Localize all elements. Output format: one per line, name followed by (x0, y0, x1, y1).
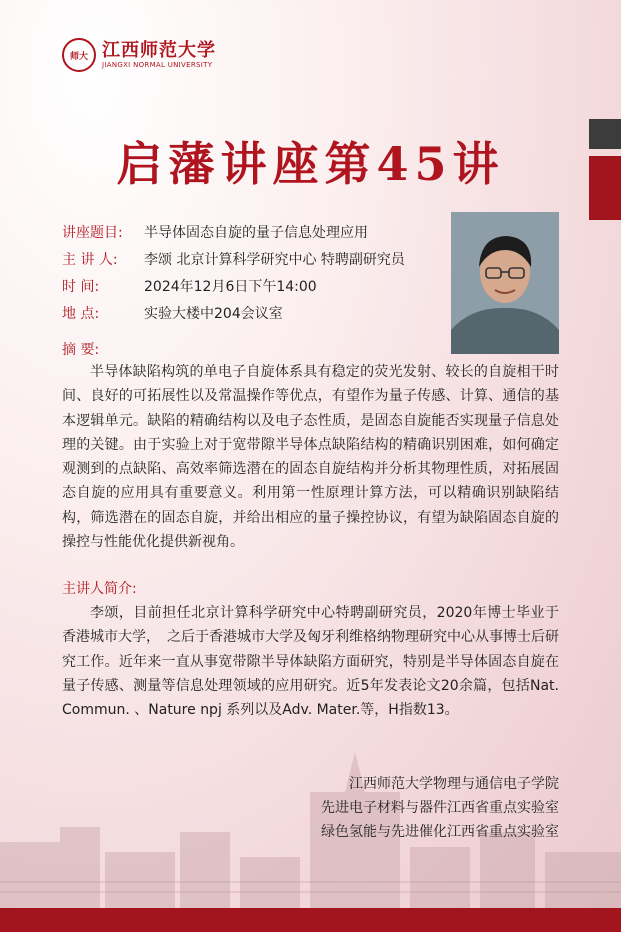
university-seal-icon: 师大 (62, 38, 96, 72)
bottom-bar (0, 908, 621, 932)
organizers (321, 772, 559, 844)
bio-text: 李颂，目前担任北京计算科学研究中心特聘副研究员，2020年博士毕业于香港城市大学， 之后于香港城市大学及匈牙利维格纳物理研究中心从事博士后研究工作。近年来一直从事宽带隙半导体缺陷方面研究，特别是半导体固态自旋在量子传感、测量等信息处理领域的应用研究。近5年发表论文20余篇，包括Nat. Commun. 、Nature npj 系列以及Adv. Mater.等，H指数13。 (62, 605, 559, 719)
bio-label: 主讲人简介: (62, 581, 137, 597)
info-topic: 讲座题目: 半导体固态自旋的量子信息处理应用 (62, 225, 368, 241)
abstract-text: 半导体缺陷构筑的单电子自旋体系具有稳定的荧光发射、较长的自旋相干时间、良好的可拓展性以及常温操作等优点，有望作为量子传感、计算、通信的基本逻辑单元。缺陷的精确结构以及电子态性质，是固态自旋能否实现量子信息处理的关键。由于实验上对于宽带隙半导体点缺陷结构的精确识别困难，如何确定观测到的点缺陷、高效率筛选潜在的固态自旋结构并分析其物理性质，对拓展固态自旋的应用具有重要意义。利用第一性原理计算方法，可以精确识别缺陷结构，筛选潜在的固态自旋，并给出相应的量子操控协议，有望为缺陷固态自旋的操控与性能优化提供新视角。 (62, 364, 559, 551)
abstract-label: 摘 要: (62, 342, 100, 358)
university-name-en: JIANGXI NORMAL UNIVERSITY (102, 61, 213, 69)
info-place: 地 点: 实验大楼中204会议室 (62, 306, 283, 322)
info-speaker: 主 讲 人: 李颂 北京计算科学研究中心 特聘副研究员 (62, 252, 405, 268)
speaker-photo (451, 212, 559, 354)
organizer-line: 绿色氢能与先进催化江西省重点实验室 (321, 824, 559, 840)
lecture-title: 启藩讲座第45讲 (116, 137, 505, 191)
organizer-line: 江西师范大学物理与通信电子学院 (349, 776, 559, 792)
organizer-line: 先进电子材料与器件江西省重点实验室 (321, 800, 559, 816)
info-time: 时 间: 2024年12月6日下午14:00 (62, 279, 317, 295)
university-name-cn: 江西师范大学 (102, 40, 216, 61)
lecture-info (62, 222, 405, 330)
university-header (62, 38, 216, 72)
